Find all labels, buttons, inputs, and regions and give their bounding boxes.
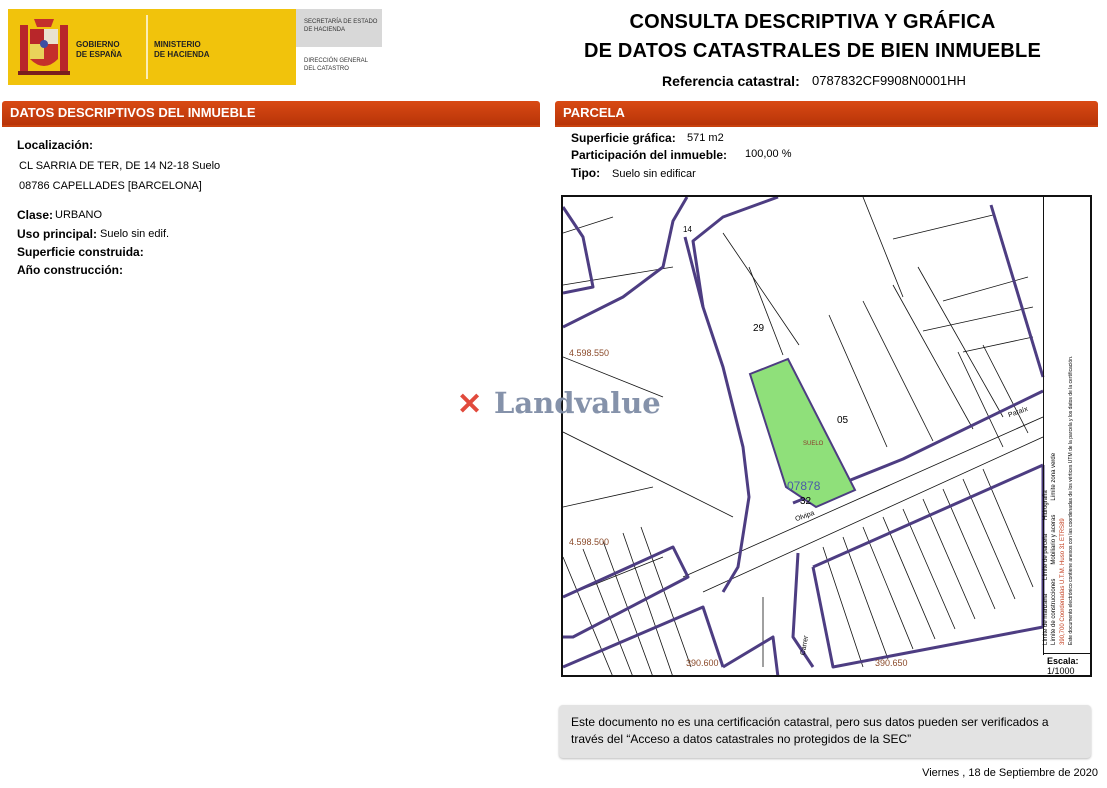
legend-note: Este documento electrónico contiene anexos con las coordenadas de los vértices UTM de la parcela y los datos de la certificación.	[1068, 355, 1074, 645]
logo-divider	[146, 15, 148, 79]
main-use-value: Suelo sin edif.	[100, 228, 170, 240]
government-logo-block	[8, 9, 296, 85]
parcel-number-32: 32	[800, 496, 812, 507]
legend-row-2	[1049, 195, 1057, 655]
parcel-code-label: 07878	[787, 479, 821, 493]
scale-label: Escala:	[1047, 656, 1079, 666]
build-year-label: Año construcción:	[17, 263, 124, 277]
legend-parcel-limit: Límite de parcela	[1043, 533, 1049, 580]
government-label: GOBIERNO DE ESPAÑA	[76, 40, 123, 59]
footer-date: Viernes , 18 de Septiembre de 2020	[922, 767, 1098, 779]
parcel-number-14: 14	[683, 225, 692, 234]
legend-coordinates: 390,700 Coordenadas U.T.M. Huso 31 ETRS89	[1060, 518, 1066, 645]
page-title-line2: DE DATOS CATASTRALES DE BIEN INMUEBLE	[583, 40, 1042, 62]
parcel-section-header: PARCELA	[555, 101, 1098, 125]
scale-box	[1043, 653, 1092, 677]
disclaimer-notice: Este documento no es una certificación catastral, pero sus datos pueden ser verificados a través del “Acceso a datos catastrales no protegidos de la SEC”	[559, 705, 1091, 758]
descriptive-section-rule	[2, 125, 540, 127]
cadastral-map	[561, 195, 1092, 677]
parcel-number-29: 29	[753, 323, 765, 334]
built-area-label: Superficie construida:	[17, 245, 144, 259]
street-name-label-2: Carrer	[799, 635, 811, 656]
map-drawing	[563, 197, 1092, 677]
location-label: Localización:	[17, 138, 94, 152]
legend-building-limit: Límite de construcciones	[1051, 578, 1057, 645]
legend-hydrography: Hidrografía	[1043, 490, 1049, 520]
graphic-area-value: 571 m2	[687, 132, 724, 144]
participation-label: Participación del inmueble:	[571, 148, 728, 162]
watermark-text: Landvalue	[494, 386, 661, 420]
graphic-area-label: Superficie gráfica:	[571, 131, 676, 145]
coord-northing-1: 4.598.550	[569, 348, 610, 358]
coord-northing-2: 4.598.500	[569, 537, 610, 547]
ref-value: 0787832CF9908N0001HH	[812, 73, 966, 88]
page-title-line1: CONSULTA DESCRIPTIVA Y GRÁFICA	[629, 11, 996, 33]
street-name-label-3: Paraíx	[1007, 405, 1029, 420]
map-legend	[1041, 195, 1074, 655]
legend-sidewalk: Mobiliario y aceras	[1051, 514, 1057, 565]
descriptive-section-header: DATOS DESCRIPTIVOS DEL INMUEBLE	[2, 101, 540, 125]
ref-label: Referencia catastral:	[662, 73, 800, 89]
main-use-label: Uso principal:	[17, 227, 98, 241]
legend-row-1	[1041, 195, 1049, 655]
location-line2: 08786 CAPELLADES [BARCELONA]	[19, 180, 202, 192]
parcel-section-rule	[555, 125, 1098, 127]
class-label: Clase:	[17, 208, 54, 222]
coord-easting-2: 390.650	[875, 658, 908, 668]
secretary-label: SECRETARÍA DE ESTADO DE HACIENDA	[304, 19, 378, 33]
type-value: Suelo sin edificar	[612, 168, 696, 180]
participation-value: 100,00 %	[745, 148, 792, 160]
location-line1: CL SARRIA DE TER, DE 14 N2-18 Suelo	[19, 160, 221, 172]
direction-label: DIRECCIÓN GENERAL DEL CATASTRO	[304, 58, 369, 72]
legend-block-limit: Límite de manzana	[1043, 593, 1049, 645]
parcel-number-05: 05	[837, 415, 849, 426]
coord-easting-1: 390.600	[686, 658, 719, 668]
ministry-label: MINISTERIO DE HACIENDA	[154, 40, 210, 59]
legend-green-zone: Límite zona verde	[1051, 452, 1057, 501]
cadastral-reference-row	[662, 73, 966, 89]
street-name-label: Olvipa	[794, 509, 816, 524]
class-value: URBANO	[55, 209, 103, 221]
coat-of-arms-icon	[14, 15, 74, 81]
scale-value: 1/1000	[1047, 666, 1075, 676]
type-label: Tipo:	[571, 166, 601, 180]
watermark-x-icon: ✕	[457, 388, 483, 421]
parcel-type-label: SUELO	[803, 441, 824, 447]
